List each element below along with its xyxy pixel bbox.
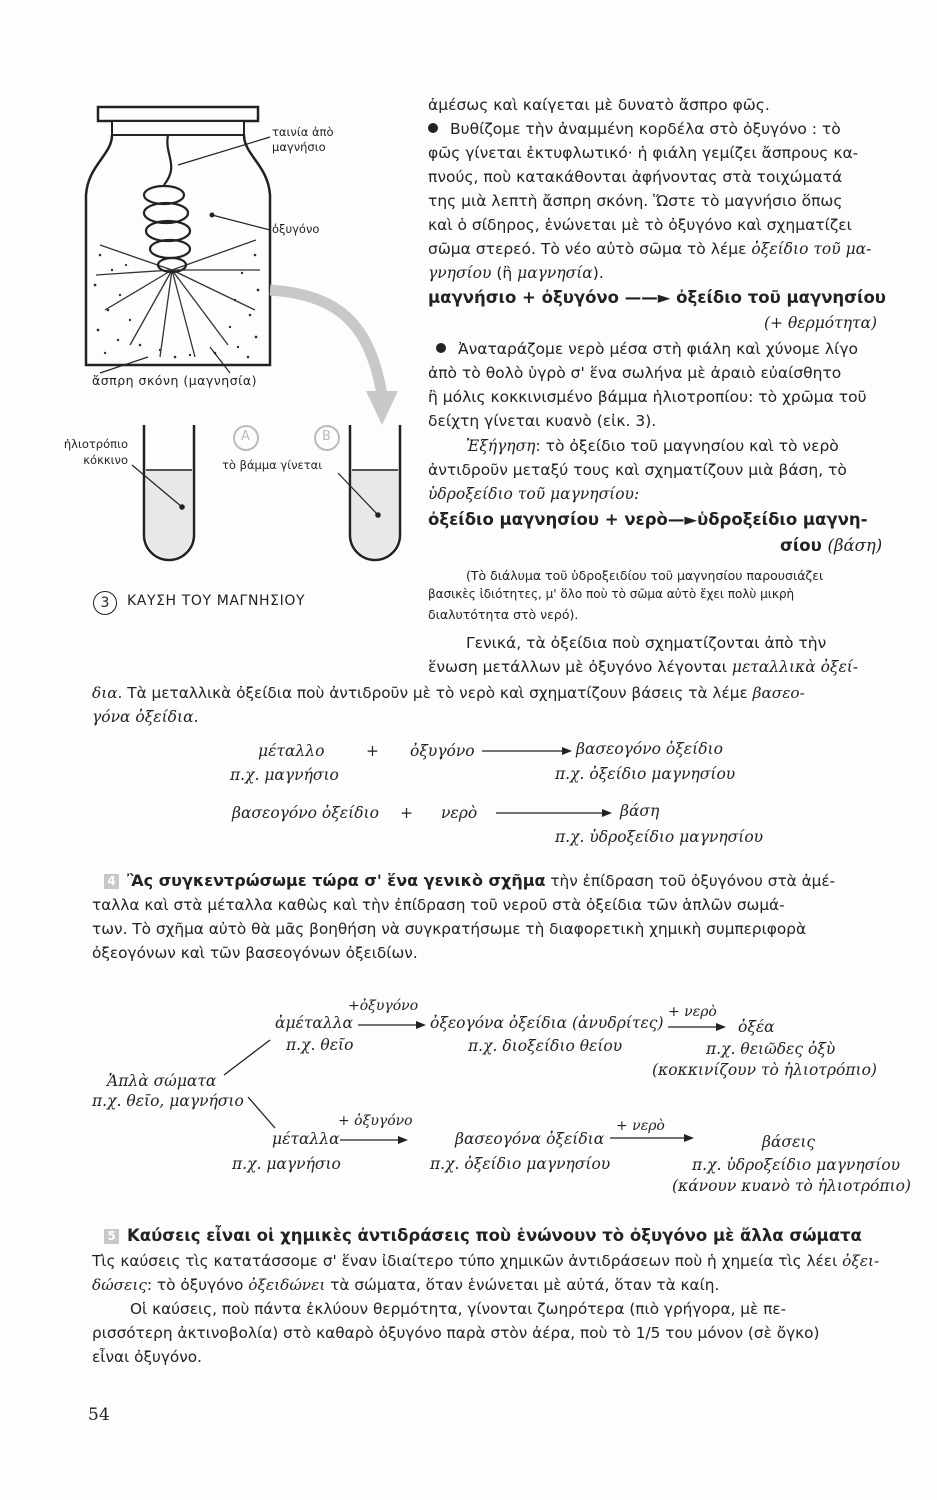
reaction1-arrow bbox=[482, 744, 572, 758]
text-line: πνούς, ποὺ κατακάθονται ἀφήνοντας στὰ τοιχώματά bbox=[428, 168, 843, 186]
text-line: ἕνωση μετάλλων μὲ ὀξυγόνο λέγονται μεταλλικὰ ὀξεί- bbox=[428, 658, 859, 676]
section5-line: δώσεις: τὸ ὀξυγόνο ὀξειδώνει τὰ σώματα, ὅταν ἑνώνεται μὲ αὐτά, ὅταν τὰ καίη. bbox=[92, 1276, 720, 1294]
label-dye-becomes: τὸ βάμμα γίνεται bbox=[222, 458, 323, 472]
scheme-bases-note: (κάνουν κυανὸ τὸ ἡλιοτρόπιο) bbox=[672, 1177, 911, 1195]
section-number-box: 5 bbox=[104, 1229, 119, 1244]
reaction2-base: βάση bbox=[620, 802, 660, 820]
scheme-top-arrow2-label: + νερὸ bbox=[668, 1004, 717, 1020]
reaction1-oxygen: ὀξυγόνο bbox=[410, 742, 475, 760]
section5-line: Τὶς καύσεις τὶς κατατάσσομε σ' ἕναν ἰδιαίτερο τύπο χημικῶν ἀντιδράσεων ποὺ ἡ χημεία τὶς λέει ὀξει- bbox=[92, 1252, 880, 1270]
section4-line: 4 Ἂς συγκεντρώσωμε τώρα σ' ἕνα γενικὸ σχῆμα τὴν ἐπίδραση τοῦ ὀξυγόνου στὰ ἀμέ- bbox=[104, 870, 835, 893]
text-line: ἀμέσως καὶ καίγεται μὲ δυνατὸ ἄσπρο φῶς. bbox=[428, 96, 770, 114]
note-line: βασικὲς ἰδιότητες, μ' ὅλο ποὺ τὸ σῶμα αὐτὸ ἔχει πολὺ μικρὴ bbox=[428, 587, 795, 601]
scheme-acids: ὀξέα bbox=[738, 1018, 775, 1036]
text-line: γνησίου (ἢ μαγνησία). bbox=[428, 264, 604, 282]
text-line: δια. Τὰ μεταλλικὰ ὀξείδια ποὺ ἀντιδροῦν μὲ τὸ νερὸ καὶ σχηματίζουν βάσεις τὰ λέμε βασεο- bbox=[92, 684, 805, 702]
tube-a-label: A bbox=[241, 429, 250, 444]
text-line: δείχτη γίνεται κυανὸ (εἰκ. 3). bbox=[428, 412, 657, 430]
text-line: Ἀναταράζομε νερὸ μέσα στὴ φιάλη καὶ χύνομε λίγο bbox=[436, 338, 858, 361]
text-line: καὶ ὁ σίδηρος, ἑνώνεται μὲ τὸ ὀξυγόνο καὶ σχηματίζει bbox=[428, 216, 852, 234]
scheme-bases: βάσεις bbox=[762, 1133, 816, 1151]
scheme-basic-oxides: βασεογόνα ὀξείδια bbox=[455, 1130, 605, 1148]
label-litmus-red: ἡλιοτρόπιο κόκκινο bbox=[63, 437, 128, 467]
equation-heat-note: (+ θερμότητα) bbox=[764, 314, 878, 332]
text-line: γόνα ὀξείδια. bbox=[92, 708, 199, 726]
text-line: Βυθίζομε τὴν ἀναμμένη κορδέλα στὸ ὀξυγόνο : τὸ bbox=[428, 118, 841, 141]
scheme-simple-bodies: Ἁπλὰ σώματα bbox=[107, 1072, 217, 1090]
equation-magnesium-oxygen: μαγνήσιο + ὀξυγόνο ——► ὀξείδιο τοῦ μαγνησίου bbox=[428, 288, 886, 307]
reaction2-water: νερὸ bbox=[441, 804, 478, 822]
bullet-icon bbox=[428, 123, 438, 133]
reaction2-arrow bbox=[496, 806, 612, 820]
section4-line: ὀξεογόνων καὶ τῶν βασεογόνων ὀξειδίων. bbox=[92, 944, 418, 962]
scheme-metals-example: π.χ. μαγνήσιο bbox=[232, 1155, 341, 1173]
scheme-acidic-oxides: ὀξεογόνα ὀξείδια (ἀνυδρίτες) bbox=[430, 1014, 664, 1032]
scheme-bases-example: π.χ. ὑδροξείδιο μαγνησίου bbox=[692, 1156, 901, 1174]
text-line: ἢ μόλις κοκκινισμένο βάμμα ἡλιοτροπίου: τὸ χρῶμα τοῦ bbox=[428, 388, 867, 406]
text-line: Γενικά, τὰ ὀξείδια ποὺ σχηματίζονται ἀπὸ τὴν bbox=[466, 634, 827, 652]
note-line: (Τὸ διάλυμα τοῦ ὑδροξειδίου τοῦ μαγνησίου παρουσιάζει bbox=[466, 568, 824, 583]
scheme-acidic-oxides-example: π.χ. διοξείδιο θείου bbox=[468, 1037, 623, 1055]
reaction1-example-metal: π.χ. μαγνήσιο bbox=[230, 766, 339, 784]
equation-oxide-water-cont: σίου (βάση) bbox=[780, 536, 883, 555]
reaction2-basic-oxide: βασεογόνο ὀξείδιο bbox=[232, 804, 379, 822]
text-line: ἀπὸ τὸ θολὸ ὑγρὸ σ' ἕνα σωλήνα μὲ ἀραιὸ εὐαίσθητο bbox=[428, 364, 842, 382]
text-line: φῶς γίνεται ἐκτυφλωτικό· ἡ φιάλη γεμίζει ἄσπρους κα- bbox=[428, 144, 859, 162]
reaction1-plus: + bbox=[366, 742, 379, 760]
scheme-acids-example: π.χ. θειῶδες ὀξὺ bbox=[706, 1040, 836, 1058]
bullet-icon bbox=[436, 343, 446, 353]
reaction2-plus: + bbox=[400, 804, 413, 822]
scheme-nonmetals-example: π.χ. θεῖο bbox=[286, 1036, 354, 1054]
scheme-top-arrow1-label: +ὀξυγόνο bbox=[348, 998, 419, 1014]
section5-line: Οἱ καύσεις, ποὺ πάντα ἐκλύουν θερμότητα, γίνονται ζωηρότερα (πιὸ γρήγορα, μὲ πε- bbox=[130, 1300, 787, 1318]
text-line: ὑδροξείδιο τοῦ μαγνησίου: bbox=[428, 485, 640, 503]
section-number-box: 4 bbox=[104, 874, 119, 889]
section4-line: των. Τὸ σχῆμα αὐτὸ θὰ μᾶς βοηθήση νὰ συγκρατήσωμε τὴ διαφορετικὴ χημικὴ συμπεριφορὰ bbox=[92, 920, 807, 938]
scheme-basic-oxides-example: π.χ. ὀξείδιο μαγνησίου bbox=[430, 1155, 611, 1173]
reaction1-example-oxide: π.χ. ὀξείδιο μαγνησίου bbox=[555, 765, 736, 783]
figure-number: 3 bbox=[93, 591, 117, 615]
page-number: 54 bbox=[88, 1405, 110, 1425]
section4-line: ταλλα καὶ στὰ μέταλλα καθὼς καὶ τὴν ἐπίδραση τοῦ νεροῦ στὰ ὀξείδια τῶν ἁπλῶν σωμά- bbox=[92, 896, 785, 914]
text-line: της μιὰ λεπτὴ ἄσπρη σκόνη. Ὥστε τὸ μαγνήσιο ὅπως bbox=[428, 192, 843, 210]
label-white-powder: ἄσπρη σκόνη (μαγνησία) bbox=[92, 373, 257, 388]
section5-heading: 5 Καύσεις εἶναι οἱ χημικὲς ἀντιδράσεις ποὺ ἑνώνουν τὸ ὀξυγόνο μὲ ἄλλα σώματα bbox=[104, 1226, 862, 1245]
figure-caption: ΚΑΥΣΗ ΤΟΥ ΜΑΓΝΗΣΙΟΥ bbox=[127, 593, 306, 609]
equation-oxide-water: ὀξείδιο μαγνησίου + νερὸ—►ὑδροξείδιο μαγνη- bbox=[428, 510, 868, 529]
scheme-bot-arrow2-label: + νερὸ bbox=[616, 1118, 665, 1134]
text-line: Ἐξήγηση: τὸ ὀξείδιο τοῦ μαγνησίου καὶ τὸ νερὸ bbox=[466, 437, 839, 455]
scheme-metals: μέταλλα bbox=[272, 1130, 340, 1148]
scheme-simple-bodies-example: π.χ. θεῖο, μαγνήσιο bbox=[92, 1092, 244, 1110]
reaction1-basic-oxide: βασεογόνο ὀξείδιο bbox=[576, 740, 723, 758]
label-ribbon: ταινία ἀπὸ μαγνήσιο bbox=[272, 125, 334, 154]
tube-b-label: B bbox=[322, 429, 331, 444]
reaction2-example: π.χ. ὑδροξείδιο μαγνησίου bbox=[555, 828, 764, 846]
section5-line: εἶναι ὀξυγόνο. bbox=[92, 1348, 203, 1366]
scheme-nonmetals: ἀμέταλλα bbox=[275, 1014, 354, 1032]
label-oxygen: ὀξυγόνο bbox=[272, 222, 320, 236]
text-line: ἀντιδροῦν μεταξύ τους καὶ σχηματίζουν μιὰ βάση, τὸ bbox=[428, 461, 847, 479]
scheme-bot-arrow1-label: + ὀξυγόνο bbox=[338, 1113, 413, 1129]
magnesium-combustion-figure bbox=[60, 95, 430, 605]
section5-line: ρισσότερη ἀκτινοβολία) στὸ καθαρὸ ὀξυγόνο παρὰ στὸν ἀέρα, ποὺ τὸ 1/5 του μόνον (σὲ ὄγκο) bbox=[92, 1324, 820, 1342]
reaction1-metal: μέταλλο bbox=[258, 742, 325, 760]
note-line: διαλυτότητα στὸ νερό). bbox=[428, 607, 579, 622]
scheme-acids-note: (κοκκινίζουν τὸ ἡλιοτρόπιο) bbox=[652, 1061, 877, 1079]
text-line: σῶμα στερεό. Τὸ νέο αὐτὸ σῶμα τὸ λέμε ὀξείδιο τοῦ μα- bbox=[428, 240, 872, 258]
